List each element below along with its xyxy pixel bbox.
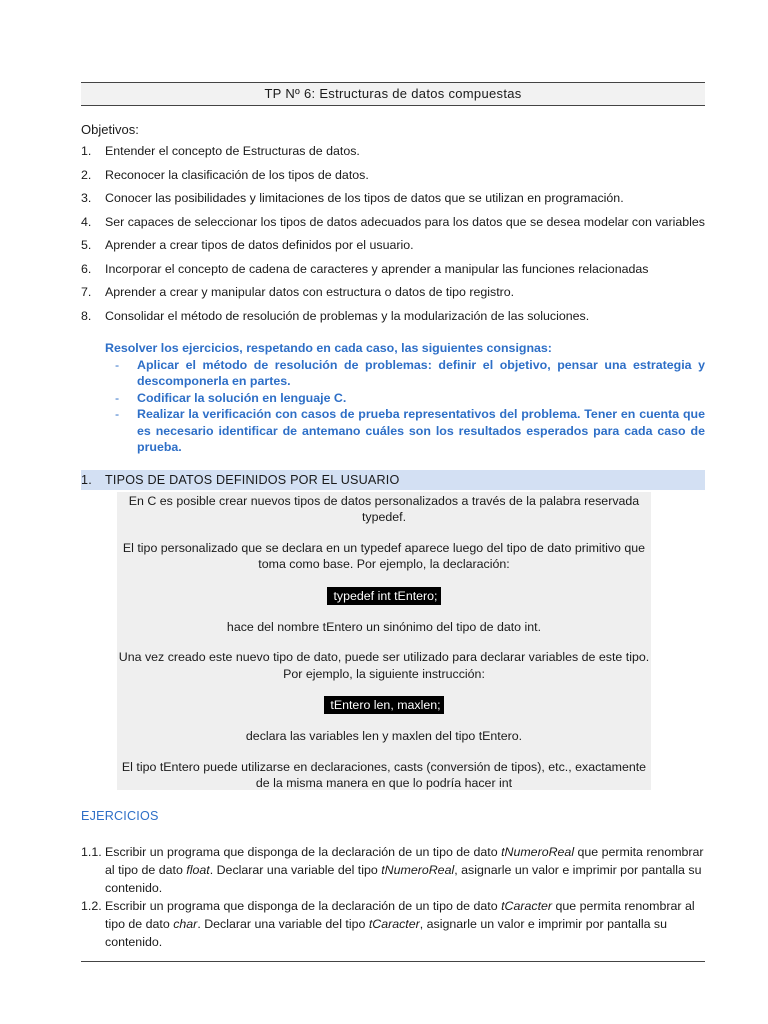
text-run: un sinónimo del tipo de dato <box>362 619 525 634</box>
exercise-item <box>81 897 705 951</box>
box-paragraph <box>117 759 651 792</box>
bullet-dash: - <box>115 357 120 372</box>
section-title: TIPOS DE DATOS DEFINIDOS POR EL USUARIO <box>105 472 400 487</box>
type-name: tNumeroReal <box>381 862 455 877</box>
exercises-list <box>81 843 705 951</box>
objective-item <box>81 164 705 188</box>
section-number: 1. <box>81 472 92 487</box>
footer-rule <box>81 961 705 962</box>
text-run: que permita renombrar al tipo de dato <box>105 844 704 877</box>
instructions-list <box>105 357 705 456</box>
text-run: tipos de datos personalizados <box>294 493 459 508</box>
objectives-list <box>81 140 705 328</box>
exercise-text <box>105 897 705 951</box>
document-title: TP Nº 6: Estructuras de datos compuestas <box>81 82 705 106</box>
box-paragraph: Una vez creado este nuevo tipo de dato, puede ser utilizado para declarar variables de este tipo. Por ejemplo, la siguiente instrucción: <box>118 650 650 681</box>
objective-item <box>81 187 705 211</box>
objective-number: 2. <box>81 167 92 182</box>
exercise-item <box>81 843 705 897</box>
objective-number: 8. <box>81 308 92 323</box>
objective-number: 5. <box>81 238 92 252</box>
code-keyword: tEntero <box>330 698 371 712</box>
objective-item <box>81 234 705 258</box>
text-run: . <box>537 619 542 634</box>
objective-text: Conocer las posibilidades y limitaciones de los tipos de datos que se utilizan en programación. <box>105 191 624 205</box>
objective-number: 6. <box>81 261 92 276</box>
text-run: En C es posible crear nuevos <box>128 493 295 508</box>
objective-text: Incorporar el concepto de cadena de caracteres y aprender a manipular las funciones relacionadas <box>105 261 649 276</box>
keyword-tentero: tEntero <box>159 759 200 774</box>
text-run: puede utilizarse en declaraciones, casts (conversión de tipos), etc., exactamente de la misma manera en que lo podría hacer int <box>199 759 647 790</box>
objective-text: Entender el concepto de Estructuras de datos. <box>105 144 360 158</box>
instruction-text: Realizar la verificación con casos de prueba representativos del problema. Tener en cuenta que es necesario identificar de antemano cuáles son los resultados esperados para cada caso de prueba. <box>137 407 705 454</box>
keyword-typedef: typedef <box>360 540 402 555</box>
type-name: tCaracter <box>501 898 553 913</box>
objective-number: 4. <box>81 214 92 229</box>
section-heading <box>81 470 705 490</box>
code-line <box>117 587 651 605</box>
code-snippet <box>327 587 440 605</box>
box-paragraph <box>117 493 651 526</box>
text-run: Escribir un programa que disponga de la declaración de un tipo de dato <box>105 844 502 859</box>
code-snippet <box>324 696 443 714</box>
instructions-heading: Resolver los ejercicios, respetando en cada caso, las siguientes consignas: <box>105 341 552 355</box>
exercises-heading: EJERCICIOS <box>81 808 159 823</box>
instruction-text: Aplicar el método de resolución de problemas: definir el objetivo, pensar una estrategia y descomponerla en partes. <box>137 357 705 388</box>
type-name: float <box>186 862 210 877</box>
bullet-dash: - <box>115 407 120 421</box>
type-name: char <box>173 916 198 931</box>
text-run: El tipo personalizado que se declara en un <box>122 540 361 555</box>
text-run: . Declarar una variable del tipo <box>209 862 382 877</box>
instruction-text: Codificar la solución en lenguaje C. <box>137 390 347 405</box>
objective-number: 3. <box>81 191 92 205</box>
typedef-explanation-box <box>117 492 651 790</box>
exercise-number: 1.1. <box>81 844 102 859</box>
text-run: , asignarle un valor e imprimir por pantalla su contenido. <box>105 916 668 949</box>
objective-item <box>81 281 705 305</box>
objectives-heading: Objetivos: <box>81 122 139 137</box>
text-run: a través de la palabra reservada <box>458 493 640 508</box>
objective-item <box>81 211 705 235</box>
exercise-number: 1.2. <box>81 898 102 913</box>
instruction-item <box>105 390 705 407</box>
instruction-item <box>105 406 705 456</box>
objective-item <box>81 140 705 164</box>
objective-text: Reconocer la clasificación de los tipos de datos. <box>105 167 369 182</box>
objective-text: Ser capaces de seleccionar los tipos de datos adecuados para los datos que se desea modelar con variables <box>105 214 705 229</box>
document-page <box>81 82 705 951</box>
text-run: . <box>402 510 407 524</box>
text-run: hace del nombre <box>226 619 323 634</box>
text-run: aparece luego del tipo de dato primitivo que toma como base. Por ejemplo, la declaración: <box>258 540 646 571</box>
keyword-int: int <box>524 619 538 634</box>
box-paragraph <box>117 619 651 636</box>
objective-item <box>81 258 705 282</box>
keyword-typedef: typedef <box>361 510 403 524</box>
objective-item <box>81 305 705 329</box>
objective-text: Consolidar el método de resolución de problemas y la modularización de las soluciones. <box>105 308 590 323</box>
code-rest: int tEntero; <box>374 588 438 603</box>
bullet-dash: - <box>115 390 120 405</box>
text-run: El tipo <box>121 759 160 774</box>
text-run: que permita renombrar al tipo de dato <box>105 898 695 931</box>
objective-text: Aprender a crear y manipular datos con estructura o datos de tipo registro. <box>105 285 515 299</box>
type-name: tNumeroReal <box>501 844 575 859</box>
box-paragraph: declara las variables len y maxlen del tipo tEntero. <box>245 729 523 743</box>
keyword-tentero: tEntero <box>322 619 363 634</box>
code-line <box>117 696 651 714</box>
box-paragraph <box>117 540 651 573</box>
objective-number: 1. <box>81 144 92 158</box>
objective-number: 7. <box>81 285 92 299</box>
instructions-block <box>81 340 705 456</box>
code-keyword: typedef <box>333 588 375 603</box>
objective-text: Aprender a crear tipos de datos definidos por el usuario. <box>105 238 414 252</box>
text-run: . Declarar una variable del tipo <box>197 916 369 931</box>
text-run: , asignarle un valor e imprimir por pantalla su contenido. <box>105 862 702 895</box>
instruction-item <box>105 357 705 390</box>
code-rest: len, maxlen; <box>370 698 441 712</box>
exercise-text <box>105 843 705 897</box>
type-name: tCaracter <box>368 916 420 931</box>
text-run: Escribir un programa que disponga de la declaración de un tipo de dato <box>105 898 502 913</box>
